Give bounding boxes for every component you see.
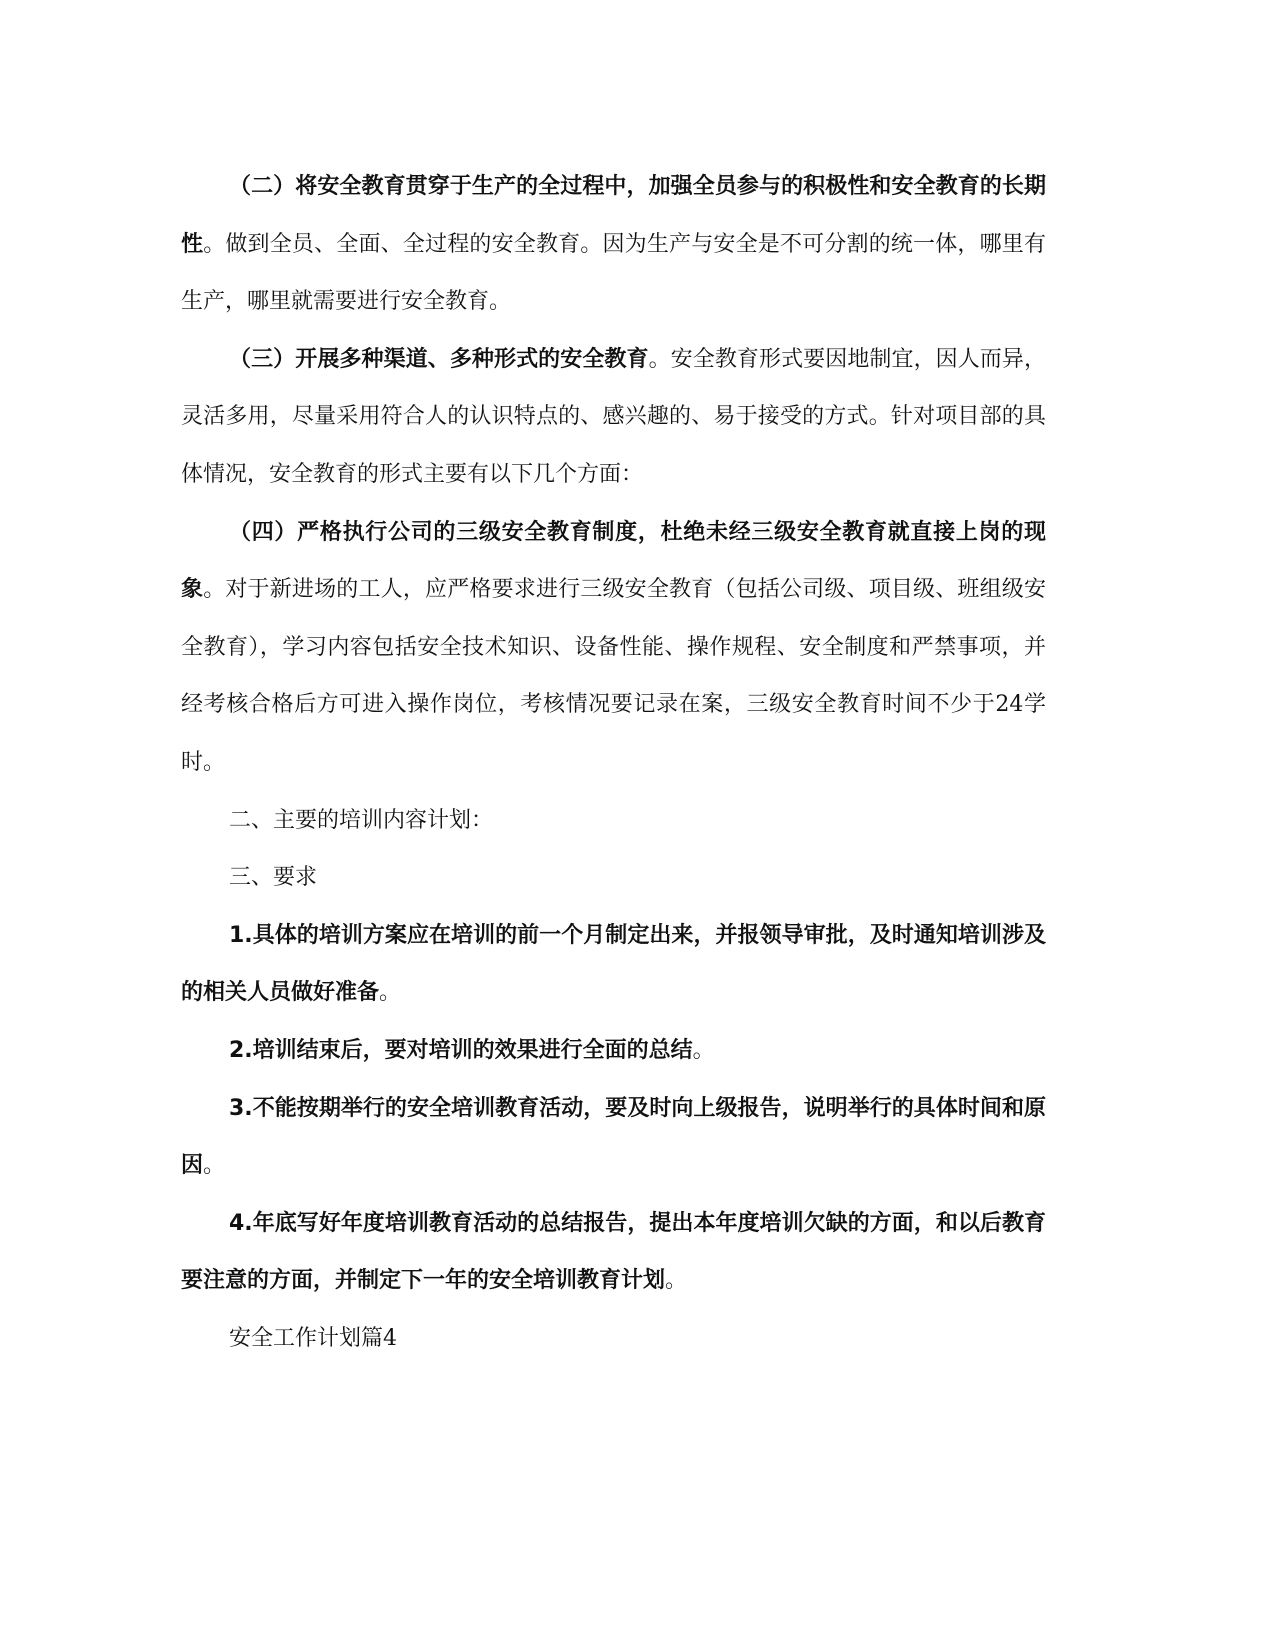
paragraph-3-body: 。安全教育形式要因地制宜，因人而异，灵活多用，尽量采用符合人的认识特点的、感兴趣的、易于接受的方式。针对项目部的具体情况，安全教育的形式主要有以下几个方面： [181,346,1046,487]
requirement-2-text: 2.培训结束后，要对培训的效果进行全面的总结 [229,1037,693,1063]
paragraph-2 [181,158,1046,331]
requirement-3-tail: 。 [203,1153,226,1179]
paragraph-3 [181,331,1046,504]
requirement-4-text: 4.年底写好年度培训教育活动的总结报告，提出本年度培训欠缺的方面，和以后教育要注意的方面，并制定下一年的安全培训教育计划 [181,1210,1046,1294]
paragraph-4-heading: （四）严格执行公司的三级安全教育制度，杜绝未经三级安全教育就直接上岗的现象 [181,519,1046,603]
section-2-heading: 二、主要的培训内容计划： [229,807,494,833]
section-title-plan-4: 安全工作计划篇4 [229,1325,397,1351]
paragraph-2-heading: （二）将安全教育贯穿于生产的全过程中，加强全员参与的积极性和安全教育的长期性 [181,174,1046,257]
paragraph-4-body: 。对于新进场的工人，应严格要求进行三级安全教育（包括公司级、项目级、班组级安全教育），学习内容包括安全技术知识、设备性能、操作规程、安全制度和严禁事项，并经考核合格后方可进入操作岗位，考核情况要记录在案，三级安全教育时间不少于24学时。 [181,577,1046,775]
paragraph-3-heading: （三）开展多种渠道、多种形式的安全教育 [229,346,649,372]
requirement-4-tail: 。 [665,1268,688,1294]
section-3-heading: 三、要求 [229,865,318,891]
paragraph-4 [181,504,1046,792]
requirement-2 [181,1022,1046,1080]
requirement-2-tail: 。 [692,1037,715,1063]
paragraph-2-body: 。做到全员、全面、全过程的安全教育。因为生产与安全是不可分割的统一体，哪里有生产，哪里就需要进行安全教育。 [181,231,1046,315]
requirement-1 [181,907,1046,1022]
requirement-3-text: 3.不能按期举行的安全培训教育活动，要及时向上级报告，说明举行的具体时间和原因 [181,1095,1046,1179]
document-page [181,158,1046,1367]
requirement-4 [181,1195,1046,1310]
requirement-1-text: 1.具体的培训方案应在培训的前一个月制定出来，并报领导审批，及时通知培训涉及的相关人员做好准备 [181,922,1046,1006]
requirement-3 [181,1080,1046,1195]
requirement-1-tail: 。 [379,980,402,1006]
